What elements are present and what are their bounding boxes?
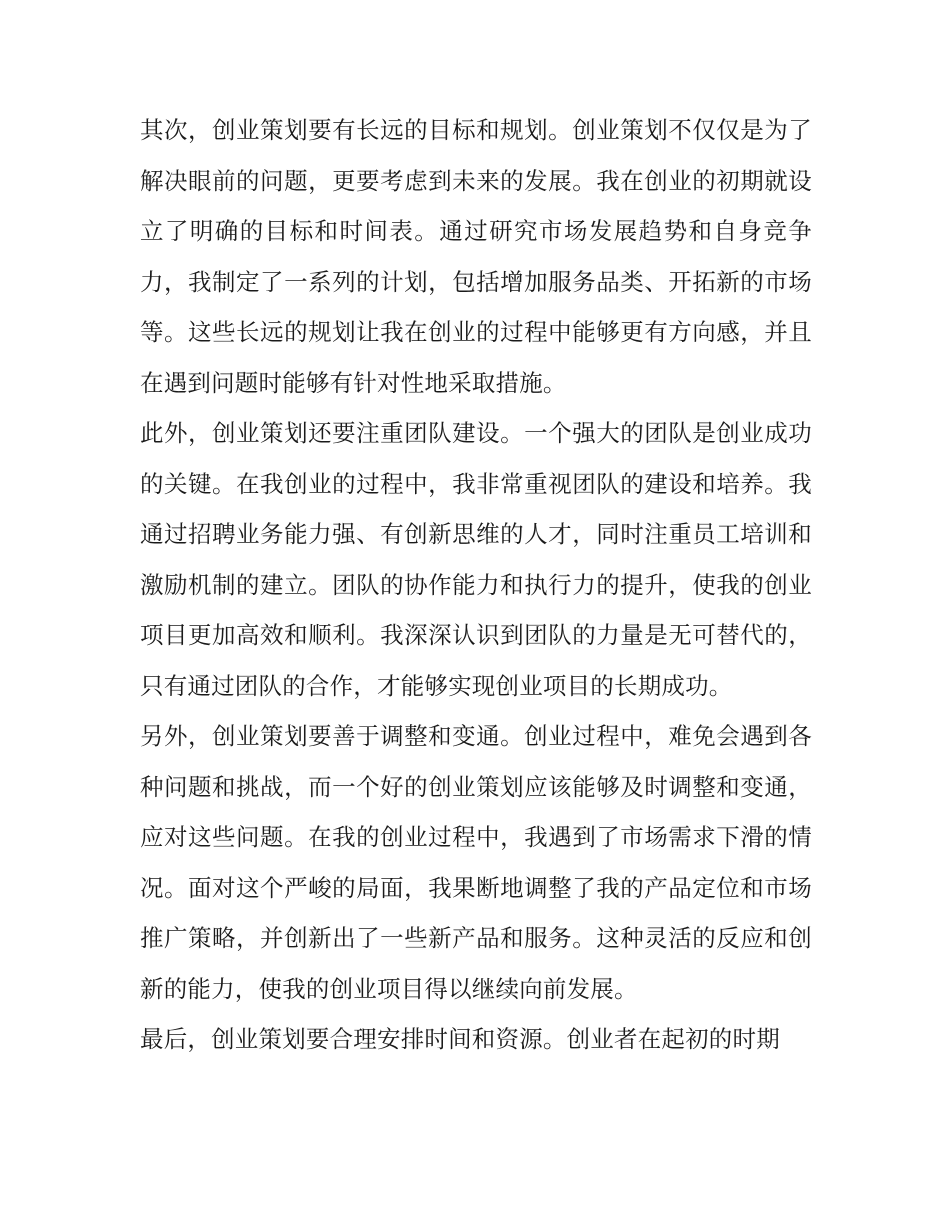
paragraph-team-building: 此外，创业策划还要注重团队建设。一个强大的团队是创业成功的关键。在我创业的过程中，我非常重视团队的建设和培养。我通过招聘业务能力强、有创新思维的人才，同时注重员工培训和激励机制的建立。团队的协作能力和执行力的提升，使我的创业项目更加高效和顺利。我深深认识到团队的力量是无可替代的，只有通过团队的合作，才能够实现创业项目的长期成功。 <box>140 419 812 700</box>
paragraph-long-term-goals: 其次，创业策划要有长远的目标和规划。创业策划不仅仅是为了解决眼前的问题，更要考虑到未来的发展。我在创业的初期就设立了明确的目标和时间表。通过研究市场发展趋势和自身竞争力，我制定了一系列的计划，包括增加服务品类、开拓新的市场等。这些长远的规划让我在创业的过程中能够更有方向感，并且在遇到问题时能够有针对性地采取措施。 <box>140 116 812 397</box>
document-body <box>140 105 812 1065</box>
paragraph-time-resources: 最后，创业策划要合理安排时间和资源。创业者在起初的时期 <box>140 1025 780 1053</box>
paragraph-adjustment: 另外，创业策划要善于调整和变通。创业过程中，难免会遇到各种问题和挑战，而一个好的创业策划应该能够及时调整和变通，应对这些问题。在我的创业过程中，我遇到了市场需求下滑的情况。面对这个严峻的局面，我果断地调整了我的产品定位和市场推广策略，并创新出了一些新产品和服务。这种灵活的反应和创新的能力，使我的创业项目得以继续向前发展。 <box>140 722 812 1003</box>
